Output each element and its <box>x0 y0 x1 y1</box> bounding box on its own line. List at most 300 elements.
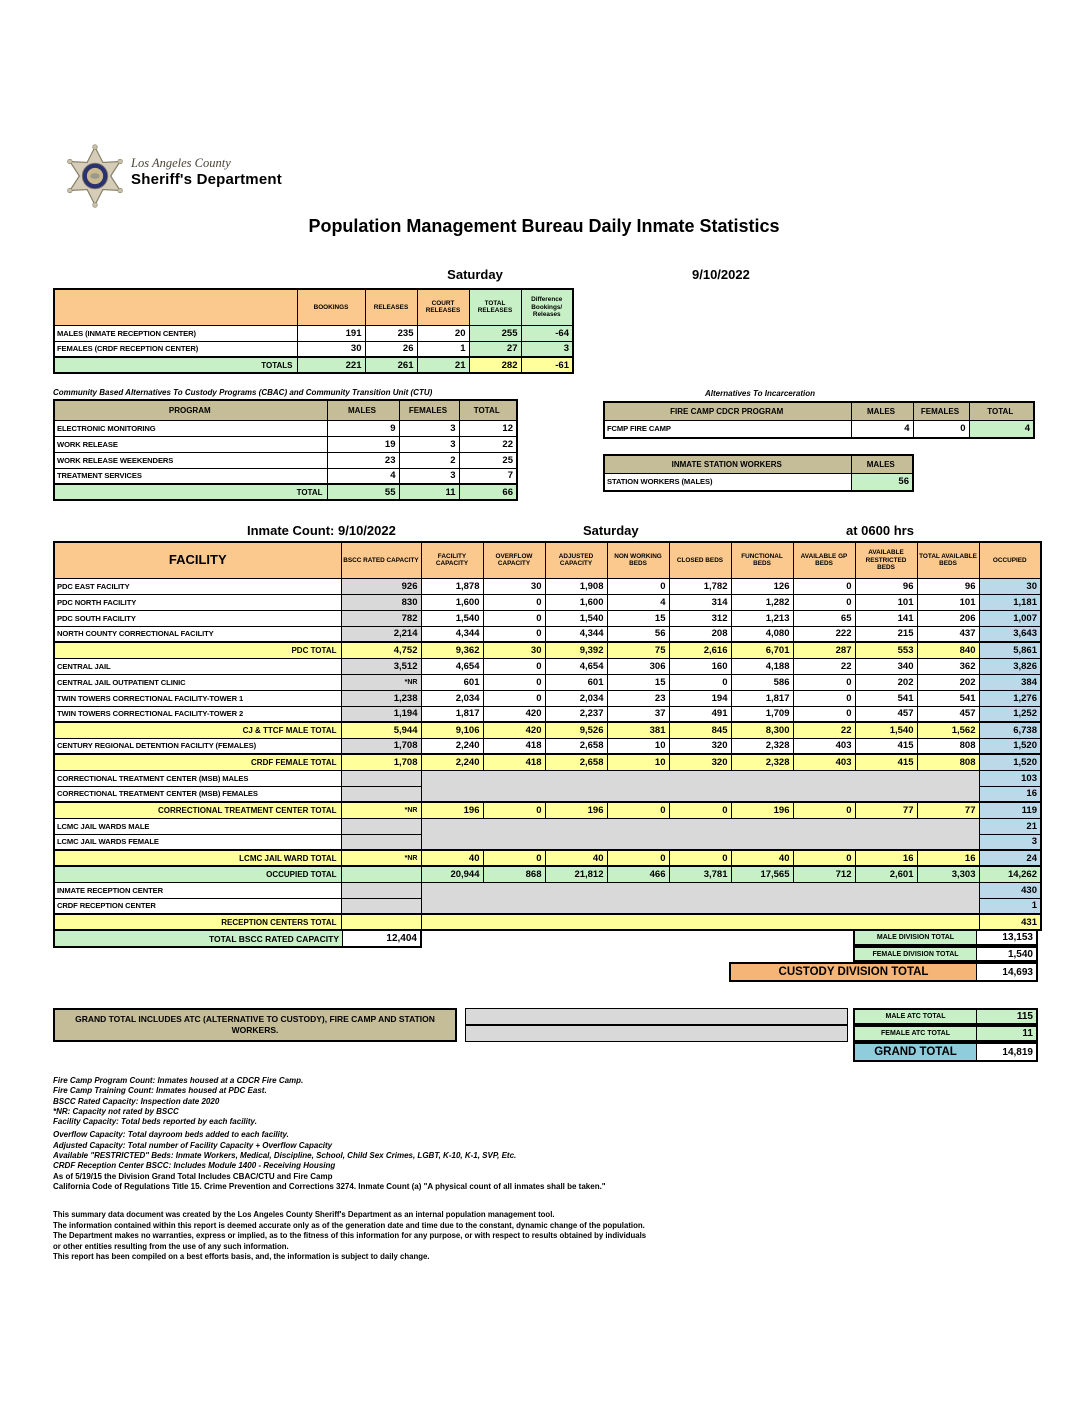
cell: 0 <box>669 674 731 690</box>
bookings-data-row <box>54 341 573 357</box>
cell: 0 <box>483 674 545 690</box>
cell: 381 <box>607 722 669 738</box>
footnote-line: As of 5/19/15 the Division Grand Total Includes CBAC/CTU and Fire Camp <box>53 1171 333 1181</box>
cell: 27 <box>469 341 521 357</box>
cell: 0 <box>793 690 855 706</box>
facility-row <box>54 578 1041 594</box>
cell: 830 <box>341 594 421 610</box>
cell: 40 <box>421 850 483 866</box>
facility-row <box>54 818 1041 834</box>
station-workers-header-row <box>604 455 913 473</box>
cell: 0 <box>793 578 855 594</box>
subtotal-row <box>54 850 1041 866</box>
disclaimer-line: The information contained within this report is deemed accurate only as of the generation date and time due to the constant, dynamic change of the population. <box>53 1220 645 1230</box>
cell: 21 <box>979 818 1041 834</box>
cell: PDC TOTAL <box>54 642 341 658</box>
footnote-line: BSCC Rated Capacity: Inspection date 2020 <box>53 1096 220 1106</box>
cell: 22 <box>793 658 855 674</box>
station-workers-table <box>603 454 914 492</box>
cell: 19 <box>327 436 399 452</box>
cell: 24 <box>979 850 1041 866</box>
cell: 4,752 <box>341 642 421 658</box>
cell: OVERFLOW CAPACITY <box>483 542 545 578</box>
cell: NON WORKING BEDS <box>607 542 669 578</box>
cell: 430 <box>979 882 1041 898</box>
grand-total-note-box <box>53 1008 457 1042</box>
custody-division-total-box <box>729 962 1038 982</box>
facility-statistics-table <box>53 541 1042 931</box>
cell: 9 <box>327 420 399 436</box>
cell: 119 <box>979 802 1041 818</box>
cell: 1,238 <box>341 690 421 706</box>
cell: PDC NORTH FACILITY <box>54 594 341 610</box>
cell: 384 <box>979 674 1041 690</box>
cbac-section-title: Community Based Alternatives To Custody Programs (CBAC) and Community Transition Unit (CTU) <box>53 388 433 397</box>
cell: RELEASES <box>365 289 417 325</box>
cell <box>421 914 979 930</box>
cell: 202 <box>917 674 979 690</box>
cell: 0 <box>793 706 855 722</box>
cell: 4,344 <box>545 626 607 642</box>
cell <box>421 770 979 802</box>
cell: 0 <box>483 658 545 674</box>
cell: LCMC JAIL WARDS MALE <box>54 818 341 834</box>
station-workers-data-row <box>604 473 913 491</box>
cell <box>341 818 421 834</box>
cell: 553 <box>855 642 917 658</box>
cell: 2,328 <box>731 738 793 754</box>
cell: CENTRAL JAIL <box>54 658 341 674</box>
cell: 1,282 <box>731 594 793 610</box>
cell: 202 <box>855 674 917 690</box>
cell: 196 <box>421 802 483 818</box>
cell <box>421 818 979 850</box>
cell: 77 <box>917 802 979 818</box>
cell: 712 <box>793 866 855 882</box>
cell: BSCC RATED CAPACITY <box>341 542 421 578</box>
cell: 1,562 <box>917 722 979 738</box>
cell: 5,944 <box>341 722 421 738</box>
footnote-line: Fire Camp Training Count: Inmates housed at PDC East. <box>53 1086 267 1096</box>
cell: TOTAL <box>459 400 517 420</box>
cell: 845 <box>669 722 731 738</box>
cell: 8,300 <box>731 722 793 738</box>
cell: 0 <box>483 626 545 642</box>
cell: 0 <box>793 674 855 690</box>
cell: 10 <box>607 754 669 770</box>
cell: MALES (INMATE RECEPTION CENTER) <box>54 325 297 341</box>
cell: 30 <box>483 578 545 594</box>
cell: 3 <box>399 468 459 484</box>
cell: 2,240 <box>421 754 483 770</box>
facility-row <box>54 594 1041 610</box>
footnotes <box>53 1076 693 1192</box>
cell: 194 <box>669 690 731 706</box>
female-division-value: 1,540 <box>976 948 1036 960</box>
cell: 420 <box>483 722 545 738</box>
cell: 1,276 <box>979 690 1041 706</box>
female-atc-label: FEMALE ATC TOTAL <box>855 1027 976 1040</box>
cell: TOTAL <box>969 402 1034 420</box>
cell: 808 <box>917 738 979 754</box>
custody-division-value: 14,693 <box>976 964 1036 980</box>
report-day: Saturday <box>447 267 503 282</box>
cell: 3,826 <box>979 658 1041 674</box>
cell: 56 <box>607 626 669 642</box>
cell: 3 <box>979 834 1041 850</box>
cell: 2,328 <box>731 754 793 770</box>
facility-row <box>54 706 1041 722</box>
cell: *NR <box>341 674 421 690</box>
occupied-total-row <box>54 866 1041 882</box>
facility-row <box>54 674 1041 690</box>
footnote-line: Facility Capacity: Total beds reported by each facility. <box>53 1117 257 1127</box>
cell: MALES <box>851 455 913 473</box>
disclaimer-line: This summary data document was created by the Los Angeles County Sheriff's Department as an internal population management tool. <box>53 1210 555 1219</box>
facility-row <box>54 610 1041 626</box>
grand-total-value: 14,819 <box>976 1044 1036 1060</box>
facility-row <box>54 626 1041 642</box>
cell: 4,188 <box>731 658 793 674</box>
subtotal-row <box>54 802 1041 818</box>
cell: FACILITY CAPACITY <box>421 542 483 578</box>
cell: 1,007 <box>979 610 1041 626</box>
sheriff-badge-logo <box>66 144 126 210</box>
cell: CORRECTIONAL TREATMENT CENTER (MSB) FEMALES <box>54 786 341 802</box>
cell: 586 <box>731 674 793 690</box>
cell: 3,643 <box>979 626 1041 642</box>
cell: 3 <box>399 420 459 436</box>
cell: 16 <box>979 786 1041 802</box>
cell <box>341 898 421 914</box>
cell: 141 <box>855 610 917 626</box>
cell: 1,817 <box>421 706 483 722</box>
cell: 37 <box>607 706 669 722</box>
cell: 0 <box>607 802 669 818</box>
cell: 261 <box>365 357 417 373</box>
cell: 17,565 <box>731 866 793 882</box>
cell: 0 <box>483 594 545 610</box>
cell: 23 <box>607 690 669 706</box>
fire-camp-table <box>603 401 1035 439</box>
cell: 101 <box>855 594 917 610</box>
cell: 21 <box>417 357 469 373</box>
female-atc-value: 11 <box>976 1027 1036 1040</box>
cell: 0 <box>483 802 545 818</box>
cell: 1,520 <box>979 754 1041 770</box>
cell: CLOSED BEDS <box>669 542 731 578</box>
cell: OCCUPIED TOTAL <box>54 866 341 882</box>
inmate-count-label: Inmate Count: 9/10/2022 <box>247 523 396 538</box>
cell: 9,526 <box>545 722 607 738</box>
facility-row <box>54 770 1041 786</box>
bookings-totals-row <box>54 357 573 373</box>
footnote-line: Fire Camp Program Count: Inmates housed at a CDCR Fire Camp. <box>53 1076 304 1085</box>
cell: 340 <box>855 658 917 674</box>
cell: 126 <box>731 578 793 594</box>
cell: 1,194 <box>341 706 421 722</box>
cell: 2,658 <box>545 754 607 770</box>
cell: RECEPTION CENTERS TOTAL <box>54 914 341 930</box>
cell: AVAILABLE GP BEDS <box>793 542 855 578</box>
cbac-totals-row <box>54 484 517 500</box>
cell: 96 <box>917 578 979 594</box>
fire-camp-header-row <box>604 402 1034 420</box>
cell: 1,540 <box>545 610 607 626</box>
footnote-line: Adjusted Capacity: Total number of Facility Capacity + Overflow Capacity <box>53 1140 333 1150</box>
custody-division-label: CUSTODY DIVISION TOTAL <box>731 964 976 980</box>
cell: 403 <box>793 754 855 770</box>
cell: 10 <box>607 738 669 754</box>
cell: 0 <box>793 594 855 610</box>
agency-name <box>131 156 282 188</box>
cell: TWIN TOWERS CORRECTIONAL FACILITY-TOWER 1 <box>54 690 341 706</box>
filler-bar <box>465 1008 848 1025</box>
bookings-header-row <box>54 289 573 325</box>
cell: 20 <box>417 325 469 341</box>
cell: 9,106 <box>421 722 483 738</box>
total-bscc-value: 12,404 <box>342 931 420 946</box>
cell: 66 <box>459 484 517 500</box>
cell: 221 <box>297 357 365 373</box>
cell: 418 <box>483 754 545 770</box>
cell: 2,034 <box>545 690 607 706</box>
cell: 415 <box>855 738 917 754</box>
cbac-table <box>53 399 518 501</box>
facility-row <box>54 690 1041 706</box>
cell: 255 <box>469 325 521 341</box>
cell: 1,817 <box>731 690 793 706</box>
cell: STATION WORKERS (MALES) <box>604 473 851 491</box>
cell: 1,600 <box>545 594 607 610</box>
disclaimer <box>53 1210 713 1263</box>
cell: 0 <box>669 850 731 866</box>
cell: 55 <box>327 484 399 500</box>
grand-total-label: GRAND TOTAL <box>855 1044 976 1060</box>
cell: 1,540 <box>421 610 483 626</box>
cell: FEMALES <box>399 400 459 420</box>
cell: 3,512 <box>341 658 421 674</box>
cell: CENTURY REGIONAL DETENTION FACILITY (FEMALES) <box>54 738 341 754</box>
cell: 466 <box>607 866 669 882</box>
cell: 6,738 <box>979 722 1041 738</box>
cell: 9,392 <box>545 642 607 658</box>
bookings-data-row <box>54 325 573 341</box>
cell: 6,701 <box>731 642 793 658</box>
cell: NORTH COUNTY CORRECTIONAL FACILITY <box>54 626 341 642</box>
cell: -61 <box>521 357 573 373</box>
cell: 601 <box>545 674 607 690</box>
cell: 2,237 <box>545 706 607 722</box>
cell: CJ & TTCF MALE TOTAL <box>54 722 341 738</box>
cell: 103 <box>979 770 1041 786</box>
male-division-total-box <box>853 929 1038 946</box>
cell: MALES <box>327 400 399 420</box>
cell: *NR <box>341 850 421 866</box>
female-atc-total-box <box>853 1025 1038 1042</box>
cell: 9,362 <box>421 642 483 658</box>
cell: 196 <box>545 802 607 818</box>
female-division-total-box <box>853 946 1038 962</box>
cbac-data-row <box>54 468 517 484</box>
cell: 287 <box>793 642 855 658</box>
cell: 1,600 <box>421 594 483 610</box>
cell: CORRECTIONAL TREATMENT CENTER (MSB) MALES <box>54 770 341 786</box>
cell: 0 <box>483 610 545 626</box>
cell: TOTAL AVAILABLE BEDS <box>917 542 979 578</box>
disclaimer-line: This report has been compiled on a best efforts basis, and, the information is subject to daily change. <box>53 1252 430 1261</box>
cell: INMATE STATION WORKERS <box>604 455 851 473</box>
facility-row <box>54 658 1041 674</box>
page-title: Population Management Bureau Daily Inmate Statistics <box>308 216 780 236</box>
cell: 420 <box>483 706 545 722</box>
cell: 926 <box>341 578 421 594</box>
reception-total-row <box>54 914 1041 930</box>
cell: 96 <box>855 578 917 594</box>
bookings-releases-table <box>53 288 574 374</box>
grand-total-box <box>853 1042 1038 1062</box>
inmate-count-time: at 0600 hrs <box>846 523 914 538</box>
footnote-line: California Code of Regulations Title 15. Crime Prevention and Corrections 3274. Inmate Count (a) "A physical count of all inmates shall be taken." <box>53 1181 606 1191</box>
cell: 1,708 <box>341 754 421 770</box>
cell: 30 <box>483 642 545 658</box>
cell: 7 <box>459 468 517 484</box>
cell: 1,878 <box>421 578 483 594</box>
cell: 437 <box>917 626 979 642</box>
cell: 65 <box>793 610 855 626</box>
cell: 16 <box>855 850 917 866</box>
cell <box>341 834 421 850</box>
cell: 4 <box>851 420 913 438</box>
facility-header-row <box>54 542 1041 578</box>
cell: 160 <box>669 658 731 674</box>
six-point-star-icon <box>66 144 124 208</box>
cell: WORK RELEASE <box>54 436 327 452</box>
cell: 56 <box>851 473 913 491</box>
cell: 2,240 <box>421 738 483 754</box>
cell: 0 <box>669 802 731 818</box>
agency-county-text: Los Angeles County <box>131 156 231 170</box>
cell: 4 <box>607 594 669 610</box>
cell: 1,782 <box>669 578 731 594</box>
cell: 222 <box>793 626 855 642</box>
cell: 312 <box>669 610 731 626</box>
cell: FIRE CAMP CDCR PROGRAM <box>604 402 851 420</box>
filler-bar <box>465 1025 848 1042</box>
cell: 2 <box>399 452 459 468</box>
cell: TWIN TOWERS CORRECTIONAL FACILITY-TOWER 2 <box>54 706 341 722</box>
cell: 3,781 <box>669 866 731 882</box>
cell: 418 <box>483 738 545 754</box>
cell: 21,812 <box>545 866 607 882</box>
cell: AVAILABLE RESTRICTED BEDS <box>855 542 917 578</box>
grand-total-note: GRAND TOTAL INCLUDES ATC (ALTERNATIVE TO CUSTODY), FIRE CAMP AND STATION WORKERS. <box>55 1010 455 1040</box>
cell <box>421 882 979 914</box>
cell <box>341 770 421 786</box>
cell: 541 <box>917 690 979 706</box>
cell: CRDF RECEPTION CENTER <box>54 898 341 914</box>
footnote-line: *NR: Capacity not rated by BSCC <box>53 1106 179 1116</box>
cell: FCMP FIRE CAMP <box>604 420 851 438</box>
cell: 75 <box>607 642 669 658</box>
cell: 40 <box>731 850 793 866</box>
fire-camp-data-row <box>604 420 1034 438</box>
male-atc-label: MALE ATC TOTAL <box>855 1010 976 1023</box>
cell: 15 <box>607 674 669 690</box>
cell: *NR <box>341 802 421 818</box>
facility-row <box>54 882 1041 898</box>
inmate-count-day: Saturday <box>583 523 639 538</box>
cell: 4,344 <box>421 626 483 642</box>
cell: 77 <box>855 802 917 818</box>
male-atc-value: 115 <box>976 1010 1036 1023</box>
cell: 320 <box>669 754 731 770</box>
subtotal-row <box>54 642 1041 658</box>
cell: PROGRAM <box>54 400 327 420</box>
cell: 415 <box>855 754 917 770</box>
cell: FEMALES (CRDF RECEPTION CENTER) <box>54 341 297 357</box>
cell: CENTRAL JAIL OUTPATIENT CLINIC <box>54 674 341 690</box>
cell: 191 <box>297 325 365 341</box>
report-date: 9/10/2022 <box>692 267 750 282</box>
cell: 4 <box>327 468 399 484</box>
disclaimer-line: or other entities resulting from the use of any such information. <box>53 1241 289 1251</box>
cell: 541 <box>855 690 917 706</box>
cell: BOOKINGS <box>297 289 365 325</box>
cell: 11 <box>399 484 459 500</box>
cbac-data-row <box>54 452 517 468</box>
cell: TREATMENT SERVICES <box>54 468 327 484</box>
cell: 206 <box>917 610 979 626</box>
subtotal-row <box>54 754 1041 770</box>
cell: 4,080 <box>731 626 793 642</box>
cell: 2,601 <box>855 866 917 882</box>
cell: 1,181 <box>979 594 1041 610</box>
cell: 362 <box>917 658 979 674</box>
cell: 3 <box>521 341 573 357</box>
cell: 16 <box>917 850 979 866</box>
cell: 215 <box>855 626 917 642</box>
alternatives-section-title: Alternatives To Incarceration <box>705 389 815 398</box>
cell: 22 <box>459 436 517 452</box>
subtotal-row <box>54 722 1041 738</box>
cell: PDC SOUTH FACILITY <box>54 610 341 626</box>
total-bscc-capacity-box <box>53 929 422 948</box>
cbac-data-row <box>54 420 517 436</box>
cell: 1,908 <box>545 578 607 594</box>
cell: 601 <box>421 674 483 690</box>
cell: FUNCTIONAL BEDS <box>731 542 793 578</box>
cell: 23 <box>327 452 399 468</box>
female-division-label: FEMALE DIVISION TOTAL <box>855 948 976 960</box>
cell: 840 <box>917 642 979 658</box>
cell: 3,303 <box>917 866 979 882</box>
cell: 40 <box>545 850 607 866</box>
cell: 1 <box>979 898 1041 914</box>
cell: 2,214 <box>341 626 421 642</box>
cbac-header-row <box>54 400 517 420</box>
cell <box>341 882 421 898</box>
agency-department-text: Sheriff's Department <box>131 171 282 188</box>
cell: OCCUPIED <box>979 542 1041 578</box>
cell: 782 <box>341 610 421 626</box>
disclaimer-line: The Department makes no warranties, express or implied, as to the fitness of this information for any purpose, or with respect to results obtained by individuals <box>53 1231 647 1240</box>
cell: 491 <box>669 706 731 722</box>
cell: COURT RELEASES <box>417 289 469 325</box>
cell <box>341 914 421 930</box>
cell: LCMC JAIL WARDS FEMALE <box>54 834 341 850</box>
cell: 4,654 <box>545 658 607 674</box>
